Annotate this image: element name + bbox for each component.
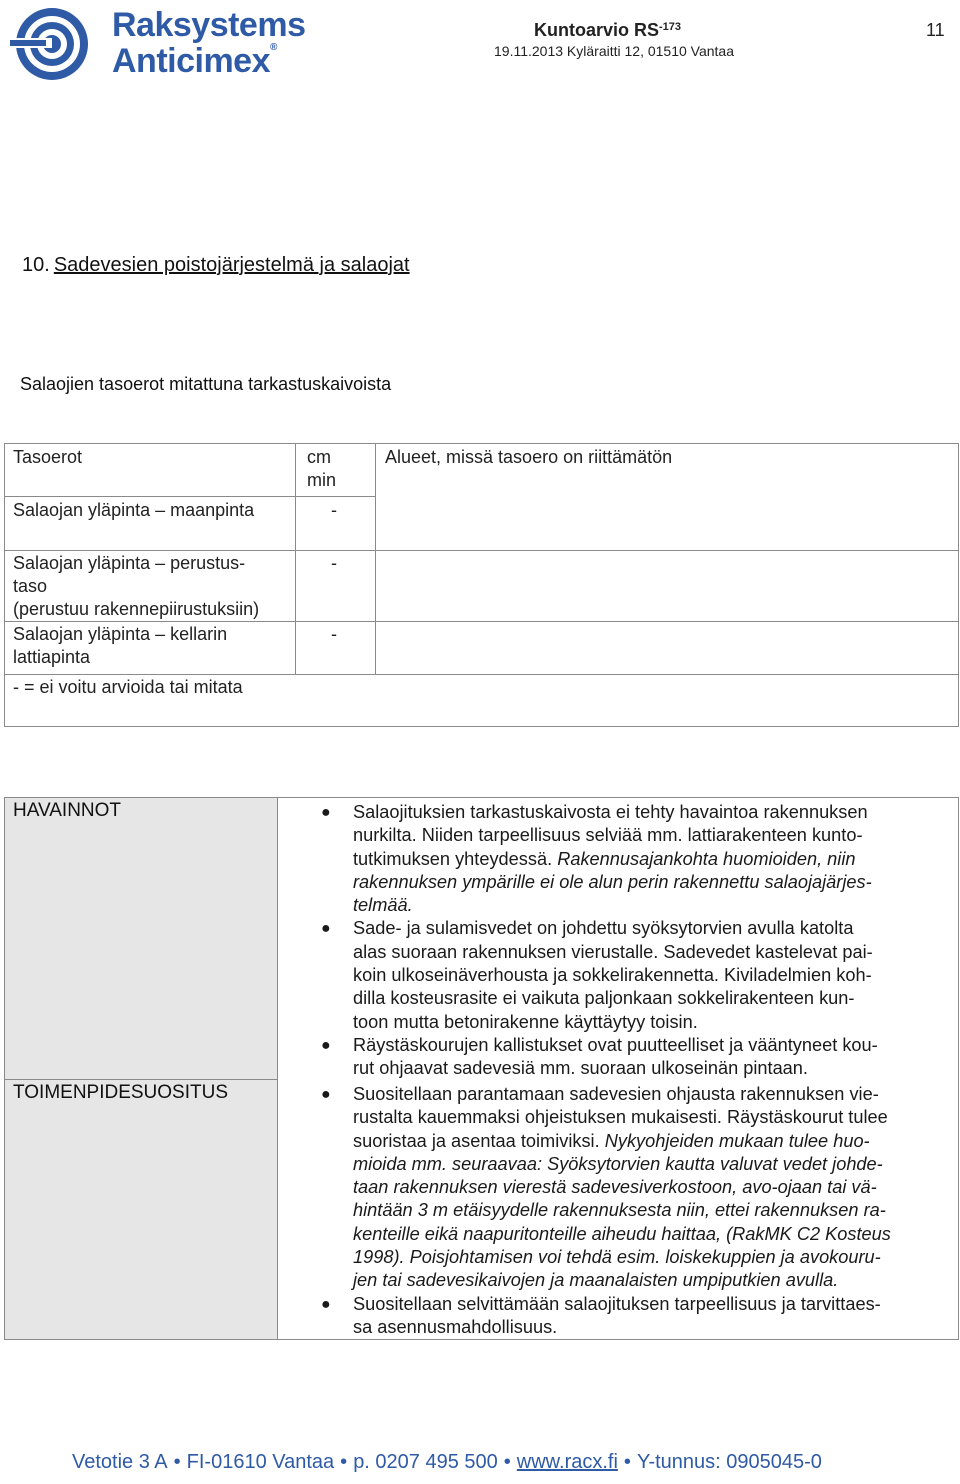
row-value: -	[331, 624, 337, 644]
header-unit: cm min	[307, 447, 337, 490]
footer-address: Vetotie 3 A	[72, 1451, 168, 1473]
findings-table	[4, 797, 959, 1340]
value-column-divider	[295, 444, 296, 674]
footer-postal: FI-01610 Vantaa	[186, 1451, 335, 1473]
logo-text-raksystems: Raksystems	[112, 6, 306, 44]
logo-text-anticimex: Anticimex®	[112, 42, 277, 80]
report-date-address: 19.11.2013 Kyläraitti 12, 01510 Vantaa	[494, 43, 734, 59]
footer-phone: p. 0207 495 500	[353, 1451, 498, 1473]
logo-emblem-icon	[6, 4, 106, 84]
section-title-text: Sadevesien poistojärjestelmä ja salaojat	[53, 254, 410, 276]
recommendations-list	[285, 1083, 955, 1339]
legend-note: - = ei voitu arvioida tai mitata	[13, 677, 243, 697]
section-number: 10.	[22, 254, 50, 276]
footer: Vetotie 3 A • FI-01610 Vantaa • p. 0207 495 500 • www.racx.fi • Y-tunnus: 0905045-0	[72, 1451, 822, 1473]
page-number: 11	[926, 20, 945, 40]
observations-label: HAVAINNOT	[13, 800, 122, 821]
header-tasoerot: Tasoerot	[13, 447, 83, 467]
list-item: ● Suositellaan selvittämään salaojituksen tarpeellisuus ja tarvittaes- sa asennusmahdollisuus.	[321, 1293, 881, 1337]
footer-business-id: Y-tunnus: 0905045-0	[636, 1451, 822, 1473]
table-caption: Salaojien tasoerot mitattuna tarkastuskaivoista	[20, 374, 392, 394]
list-item: ● Sade- ja sulamisvedet on johdettu syöksytorvien avulla katolta alas suoraan rakennuksen vierustalle. Sadevedet kastelevat pai- koin ulkoseinäverhousta ja sokkelirakennetta. Kiviladelmien koh- dilla kosteusrasite ei vaikuta paljonkaan sokkelirakenteen kun- toon mutta betonirakenne käyttäytyy toisin.	[321, 918, 873, 1032]
list-item: ● Suositellaan parantamaan sadevesien ohjausta rakennuksen vie- rustalta kauemmaksi ohjeistuksen mukaisesti. Räystäskourut tulee suoristaa ja asentaa toimiviksi. Nykyohjeiden mukaan tulee huo- mioida mm. seuraavaa: Syöksytorvien kautta valuvat vedet johde- taan rakennuksen vierestä sadevesiverkostoon, avo-ojaan tai vä- hintään 3 m etäisyydelle rakennuksesta niin, ettei rakennuksen ra- kenteille eikä naapuritonteille aiheudu haittaa, (RakMK C2 Kosteus 1998). Poisjohtamisen voi tehdä esim. loiskekuppien ja avokouru- jen tai sadevesikaivojen ja maanalaisten umpiputkien avulla.	[321, 1084, 891, 1291]
row-value: -	[331, 500, 337, 520]
recommendations-label: TOIMENPIDESUOSITUS	[13, 1082, 229, 1103]
company-logo	[6, 4, 316, 86]
section-heading	[22, 254, 410, 277]
level-difference-table	[4, 443, 959, 727]
header-areas: Alueet, missä tasoero on riittämätön	[385, 447, 673, 467]
row-value: -	[331, 553, 337, 573]
list-item: ● Salaojituksien tarkastuskaivosta ei tehty havaintoa rakennuksen nurkilta. Niiden tarpeellisuus selviää mm. lattiarakenteen kunto- tutkimuksen yhteydessä. Rakennusajankohta huomioiden, niin rakennuksen ympärille ei ole alun perin rakennettu salaojajärjes- telmää.	[321, 802, 872, 916]
observations-list	[285, 801, 955, 1081]
list-item: ● Räystäskourujen kallistukset ovat puutteelliset ja vääntyneet kou- rut ohjaavat sadevesiä mm. suoraan ulkoseinän pintaan.	[321, 1034, 878, 1079]
footer-website-link[interactable]: www.racx.fi	[516, 1451, 618, 1473]
row-label: Salaojan yläpinta – perustus- taso (perustuu rakennepiirustuksiin)	[13, 553, 260, 619]
report-title: Kuntoarvio $RS^{-173}$	[534, 20, 682, 40]
row-label: Salaojan yläpinta – maanpinta	[13, 500, 255, 520]
row-label: Salaojan yläpinta – kellarin lattiapinta	[13, 624, 228, 667]
label-column	[5, 798, 278, 1339]
